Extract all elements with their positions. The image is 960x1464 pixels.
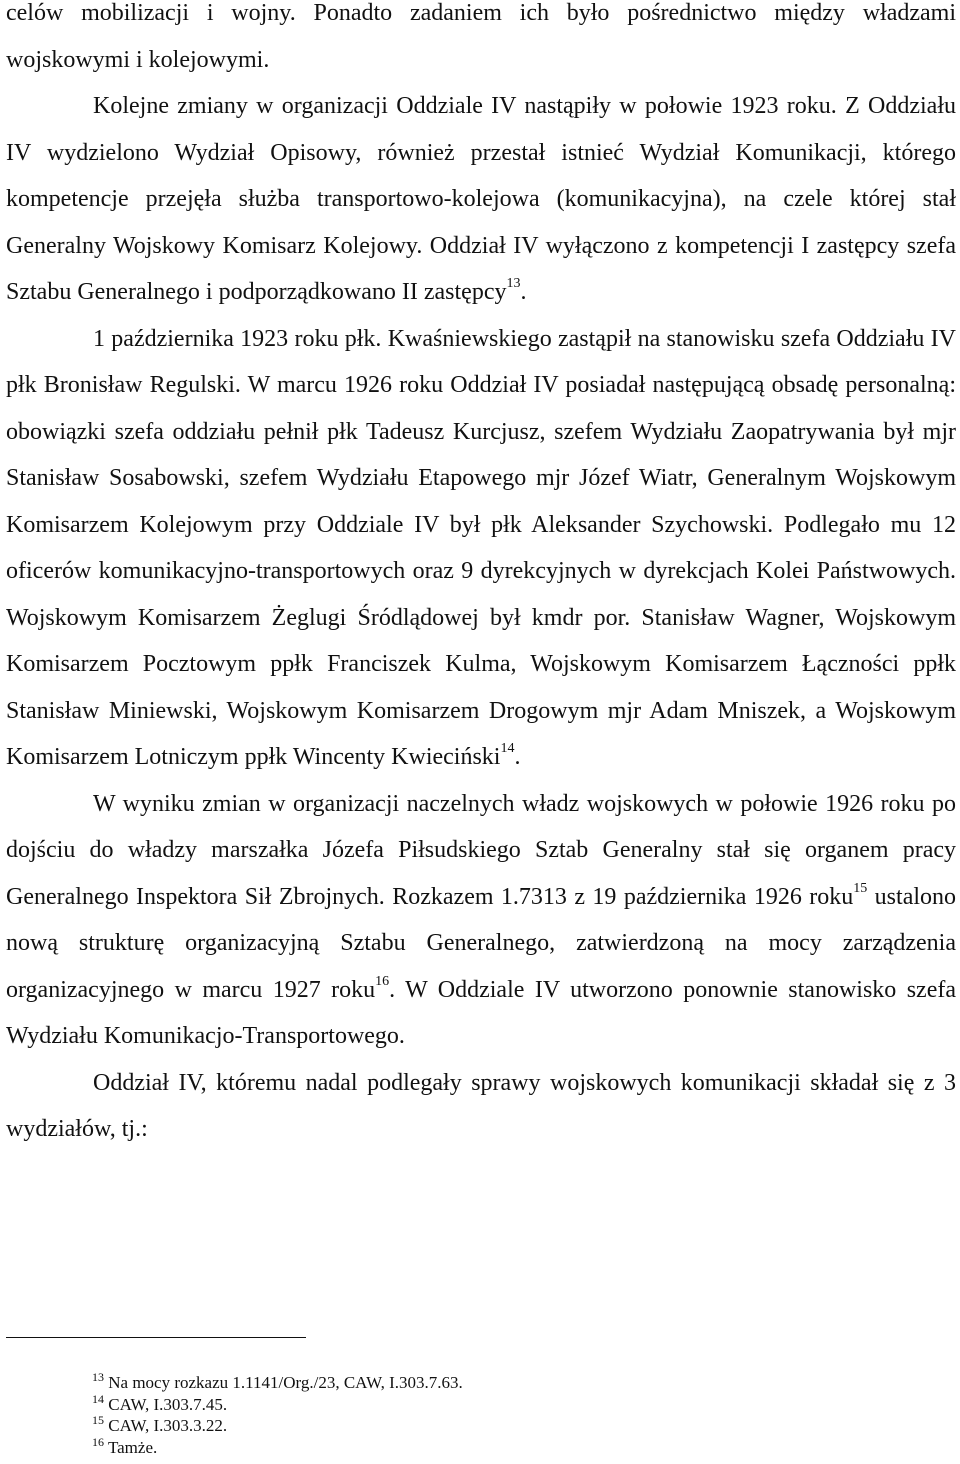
footnote-separator [6,1337,306,1338]
footnote-15 [92,1415,952,1437]
footnote-reference-16: 16 [375,973,390,989]
footnote-reference-14: 14 [500,741,515,756]
footnote-reference-15: 15 [853,880,868,896]
paragraph-text: 1 października 1923 roku płk. Kwaśniewskiego zastąpił na stanowisku szefa Oddziału IV płk Bronisław Regulski. W marcu 1926 roku Oddział IV posiadał następującą obsadę personalną: obowiązki szefa oddziału pełnił płk Tadeusz Kurcjusz, szefem Wydziału Zaopatrywania był mjr Stanisław Sosabowski, szefem Wydziału Etapowego mjr Józef Wiatr, Generalnym Wojskowym Komisarzem Kolejowym przy Oddziale IV był płk Aleksander Szychowski. Podlegało mu 12 oficerów komunikacyjno-transportowych oraz 9 dyrekcyjnych w dyrekcjach Kolei Państwowych. Wojskowym Komisarzem Żeglugi Śródlądowej był kmdr por. Stanisław Wagner, Wojskowym Komisarzem Pocztowym ppłk Franciszek Kulma, Wojskowym Komisarzem Łączności ppłk Stanisław Miniewski, Wojskowym Komisarzem Drogowym mjr Adam Mniszek, a Wojskowym Komisarzem Lotniczym ppłk Wincenty Kwieciński [6,325,956,770]
paragraph-4 [6,781,956,1060]
paragraph-5 [6,1060,956,1153]
footnote-16 [92,1434,952,1459]
footnote-number: 15 [92,1413,104,1427]
paragraph-text: . [514,744,521,770]
paragraph-text: . W Oddziale IV utworzono ponownie stanowisko szefa Wydziału Komunikacjo-Transportowego. [6,976,956,1049]
footnote-14 [92,1391,952,1416]
footnote-13 [92,1372,952,1394]
footnote-text: CAW, I.303.3.22. [104,1416,228,1435]
paragraph-2 [6,83,956,316]
paragraph-3 [6,316,956,781]
footnote-text: Tamże. [104,1437,158,1457]
paragraph-1 [6,0,956,83]
footnote-reference-13: 13 [506,276,521,291]
footnote-number: 14 [92,1391,104,1406]
footnotes-section [92,1372,952,1458]
footnote-number: 16 [92,1434,104,1449]
paragraph-text: celów mobilizacji i wojny. Ponadto zadaniem ich było pośrednictwo między władzami wojskowymi i kolejowymi. [6,0,956,73]
footnote-number: 13 [92,1370,104,1384]
paragraph-text: . [520,279,527,305]
paragraph-text: Kolejne zmiany w organizacji Oddziale IV nastąpiły w połowie 1923 roku. Z Oddziału IV wydzielono Wydział Opisowy, również przestał istnieć Wydział Komunikacji, którego kompetencje przejęła służba transportowo-kolejowa (komunikacyjna), na czele której stał Generalny Wojskowy Komisarz Kolejowy. Oddział IV wyłączono z kompetencji I zastępcy szefa Sztabu Generalnego i podporządkowano II zastępcy [6,93,956,305]
paragraph-text: W wyniku zmian w organizacji naczelnych władz wojskowych w połowie 1926 roku po dojściu do władzy marszałka Józefa Piłsudskiego Sztab Generalny stał się organem pracy Generalnego Inspektora Sił Zbrojnych. Rozkazem 1.7313 z 19 października 1926 roku [6,790,956,910]
paragraph-text: ustalono nową strukturę organizacyjną Sztabu Generalnego, zatwierdzoną na mocy zarządzenia organizacyjnego w marcu 1927 roku [6,883,957,1003]
paragraph-text: Oddział IV, któremu nadal podlegały sprawy wojskowych komunikacji składał się z 3 wydziałów, tj.: [6,1069,956,1142]
footnote-text: CAW, I.303.7.45. [104,1394,228,1414]
document-body [6,0,956,1153]
footnote-text: Na mocy rozkazu 1.1141/Org./23, CAW, I.303.7.63. [104,1373,463,1392]
